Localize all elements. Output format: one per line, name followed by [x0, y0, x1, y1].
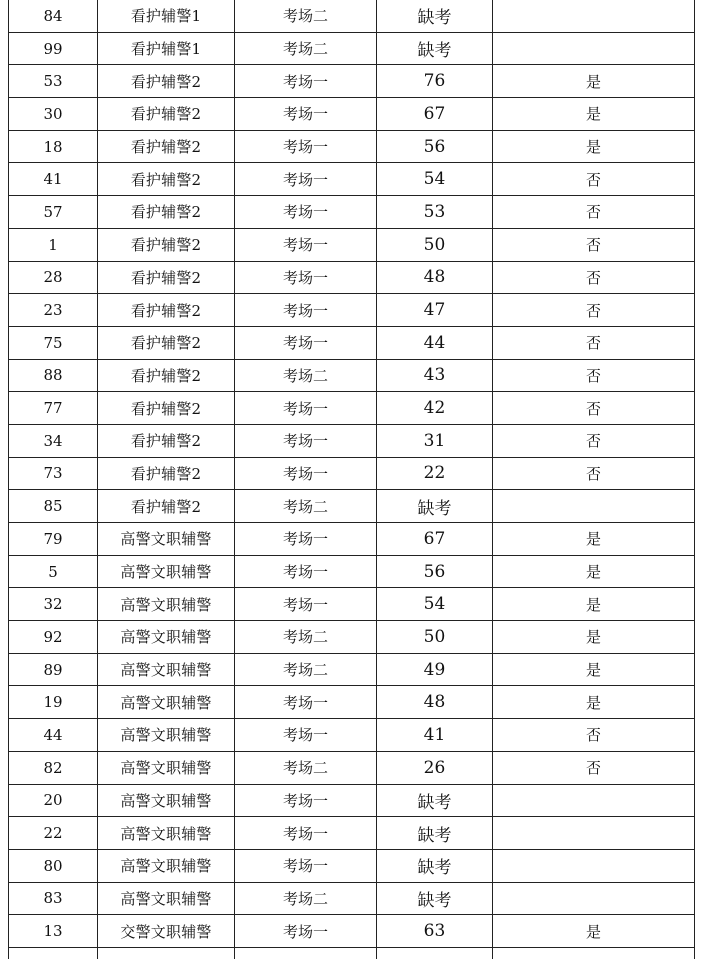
position-cell: 高警文职辅警 [98, 686, 235, 719]
score-table [8, 0, 695, 959]
score-cell: 26 [377, 751, 493, 784]
score-cell: 54 [377, 588, 493, 621]
candidate-number-cell: 20 [9, 784, 98, 817]
candidate-number-cell: 22 [9, 817, 98, 850]
exam-room-cell: 考场一 [235, 326, 377, 359]
table-row [9, 523, 695, 556]
score-cell: 50 [377, 228, 493, 261]
qualified-cell: 否 [493, 294, 695, 327]
position-cell: 看护辅警2 [98, 294, 235, 327]
score-cell: 50 [377, 621, 493, 654]
qualified-cell: 是 [493, 98, 695, 131]
qualified-cell: 是 [493, 653, 695, 686]
exam-room-cell: 考场二 [235, 621, 377, 654]
score-cell: 56 [377, 130, 493, 163]
candidate-number-cell: 32 [9, 588, 98, 621]
table-row [9, 0, 695, 32]
score-cell: 缺考 [377, 882, 493, 915]
qualified-cell [493, 0, 695, 32]
exam-room-cell: 考场一 [235, 424, 377, 457]
qualified-cell: 否 [493, 359, 695, 392]
candidate-number-cell: 23 [9, 294, 98, 327]
position-cell: 看护辅警2 [98, 98, 235, 131]
score-cell: 56 [377, 555, 493, 588]
score-cell: 缺考 [377, 490, 493, 523]
qualified-cell [493, 490, 695, 523]
position-cell: 看护辅警2 [98, 65, 235, 98]
qualified-cell: 否 [493, 261, 695, 294]
table-row [9, 261, 695, 294]
score-cell: 76 [377, 65, 493, 98]
candidate-number-cell: 75 [9, 326, 98, 359]
exam-room-cell: 考场一 [235, 849, 377, 882]
candidate-number-cell: 88 [9, 359, 98, 392]
exam-room-cell: 考场一 [235, 294, 377, 327]
position-cell: 看护辅警2 [98, 196, 235, 229]
candidate-number-cell: 53 [9, 65, 98, 98]
qualified-cell: 否 [493, 719, 695, 752]
position-cell: 看护辅警2 [98, 130, 235, 163]
candidate-number-cell: 85 [9, 490, 98, 523]
exam-room-cell: 考场一 [235, 784, 377, 817]
candidate-number-cell: 84 [9, 0, 98, 32]
qualified-cell: 否 [493, 196, 695, 229]
qualified-cell: 否 [493, 228, 695, 261]
table-row [9, 653, 695, 686]
score-cell [377, 947, 493, 959]
table-row [9, 947, 695, 959]
table-row [9, 751, 695, 784]
candidate-number-cell: 89 [9, 653, 98, 686]
exam-room-cell: 考场一 [235, 392, 377, 425]
candidate-number-cell [9, 947, 98, 959]
candidate-number-cell: 92 [9, 621, 98, 654]
qualified-cell [493, 849, 695, 882]
position-cell: 交警文职辅警 [98, 915, 235, 948]
qualified-cell: 是 [493, 915, 695, 948]
table-row [9, 392, 695, 425]
position-cell: 看护辅警2 [98, 261, 235, 294]
score-cell: 41 [377, 719, 493, 752]
exam-room-cell: 考场二 [235, 751, 377, 784]
candidate-number-cell: 30 [9, 98, 98, 131]
score-cell: 22 [377, 457, 493, 490]
candidate-number-cell: 19 [9, 686, 98, 719]
position-cell: 看护辅警1 [98, 0, 235, 32]
candidate-number-cell: 57 [9, 196, 98, 229]
exam-room-cell: 考场一 [235, 686, 377, 719]
table-row [9, 32, 695, 65]
table-row [9, 882, 695, 915]
qualified-cell [493, 817, 695, 850]
score-cell: 44 [377, 326, 493, 359]
score-cell: 缺考 [377, 32, 493, 65]
table-row [9, 849, 695, 882]
table-row [9, 915, 695, 948]
score-cell: 67 [377, 98, 493, 131]
candidate-number-cell: 5 [9, 555, 98, 588]
position-cell: 高警文职辅警 [98, 621, 235, 654]
table-row [9, 424, 695, 457]
qualified-cell: 否 [493, 751, 695, 784]
position-cell: 高警文职辅警 [98, 719, 235, 752]
table-row [9, 163, 695, 196]
qualified-cell: 否 [493, 392, 695, 425]
exam-room-cell: 考场一 [235, 523, 377, 556]
exam-room-cell: 考场一 [235, 261, 377, 294]
qualified-cell: 否 [493, 163, 695, 196]
qualified-cell [493, 947, 695, 959]
position-cell [98, 947, 235, 959]
position-cell: 看护辅警1 [98, 32, 235, 65]
table-row [9, 98, 695, 131]
position-cell: 高警文职辅警 [98, 523, 235, 556]
table-row [9, 784, 695, 817]
qualified-cell: 否 [493, 424, 695, 457]
score-cell: 48 [377, 686, 493, 719]
score-cell: 54 [377, 163, 493, 196]
exam-room-cell: 考场一 [235, 65, 377, 98]
score-cell: 31 [377, 424, 493, 457]
table-row [9, 326, 695, 359]
qualified-cell [493, 882, 695, 915]
position-cell: 看护辅警2 [98, 228, 235, 261]
table-row [9, 621, 695, 654]
candidate-number-cell: 1 [9, 228, 98, 261]
table-row [9, 588, 695, 621]
position-cell: 看护辅警2 [98, 326, 235, 359]
position-cell: 高警文职辅警 [98, 784, 235, 817]
table-row [9, 196, 695, 229]
exam-room-cell: 考场一 [235, 817, 377, 850]
position-cell: 高警文职辅警 [98, 588, 235, 621]
score-cell: 42 [377, 392, 493, 425]
candidate-number-cell: 13 [9, 915, 98, 948]
score-cell: 43 [377, 359, 493, 392]
table-row [9, 130, 695, 163]
qualified-cell: 是 [493, 555, 695, 588]
qualified-cell: 是 [493, 523, 695, 556]
exam-room-cell: 考场一 [235, 588, 377, 621]
position-cell: 看护辅警2 [98, 392, 235, 425]
table-row [9, 817, 695, 850]
candidate-number-cell: 79 [9, 523, 98, 556]
position-cell: 高警文职辅警 [98, 653, 235, 686]
candidate-number-cell: 80 [9, 849, 98, 882]
candidate-number-cell: 73 [9, 457, 98, 490]
score-cell: 49 [377, 653, 493, 686]
candidate-number-cell: 34 [9, 424, 98, 457]
exam-room-cell [235, 947, 377, 959]
position-cell: 高警文职辅警 [98, 751, 235, 784]
score-cell: 53 [377, 196, 493, 229]
qualified-cell: 是 [493, 621, 695, 654]
exam-room-cell: 考场一 [235, 719, 377, 752]
candidate-number-cell: 28 [9, 261, 98, 294]
table-row [9, 294, 695, 327]
position-cell: 高警文职辅警 [98, 555, 235, 588]
exam-room-cell: 考场二 [235, 490, 377, 523]
position-cell: 高警文职辅警 [98, 882, 235, 915]
position-cell: 看护辅警2 [98, 457, 235, 490]
score-cell: 缺考 [377, 0, 493, 32]
position-cell: 看护辅警2 [98, 359, 235, 392]
exam-room-cell: 考场一 [235, 228, 377, 261]
score-cell: 48 [377, 261, 493, 294]
candidate-number-cell: 99 [9, 32, 98, 65]
score-cell: 47 [377, 294, 493, 327]
exam-room-cell: 考场二 [235, 359, 377, 392]
exam-room-cell: 考场一 [235, 196, 377, 229]
score-table-body [9, 0, 695, 959]
candidate-number-cell: 82 [9, 751, 98, 784]
qualified-cell: 否 [493, 326, 695, 359]
table-row [9, 686, 695, 719]
position-cell: 看护辅警2 [98, 163, 235, 196]
position-cell: 高警文职辅警 [98, 817, 235, 850]
position-cell: 高警文职辅警 [98, 849, 235, 882]
exam-room-cell: 考场二 [235, 653, 377, 686]
table-row [9, 228, 695, 261]
table-row [9, 490, 695, 523]
candidate-number-cell: 18 [9, 130, 98, 163]
table-row [9, 555, 695, 588]
score-cell: 缺考 [377, 849, 493, 882]
candidate-number-cell: 41 [9, 163, 98, 196]
table-row [9, 457, 695, 490]
exam-room-cell: 考场二 [235, 0, 377, 32]
candidate-number-cell: 44 [9, 719, 98, 752]
score-cell: 63 [377, 915, 493, 948]
qualified-cell: 是 [493, 65, 695, 98]
exam-room-cell: 考场二 [235, 32, 377, 65]
candidate-number-cell: 83 [9, 882, 98, 915]
qualified-cell: 是 [493, 130, 695, 163]
qualified-cell: 否 [493, 457, 695, 490]
table-row [9, 719, 695, 752]
exam-room-cell: 考场一 [235, 457, 377, 490]
exam-room-cell: 考场二 [235, 882, 377, 915]
exam-room-cell: 考场一 [235, 163, 377, 196]
exam-room-cell: 考场一 [235, 130, 377, 163]
candidate-number-cell: 77 [9, 392, 98, 425]
qualified-cell: 是 [493, 686, 695, 719]
qualified-cell [493, 32, 695, 65]
table-row [9, 65, 695, 98]
score-cell: 缺考 [377, 817, 493, 850]
exam-room-cell: 考场一 [235, 555, 377, 588]
score-cell: 67 [377, 523, 493, 556]
table-row [9, 359, 695, 392]
qualified-cell [493, 784, 695, 817]
score-cell: 缺考 [377, 784, 493, 817]
exam-room-cell: 考场一 [235, 915, 377, 948]
position-cell: 看护辅警2 [98, 424, 235, 457]
qualified-cell: 是 [493, 588, 695, 621]
exam-room-cell: 考场一 [235, 98, 377, 131]
position-cell: 看护辅警2 [98, 490, 235, 523]
